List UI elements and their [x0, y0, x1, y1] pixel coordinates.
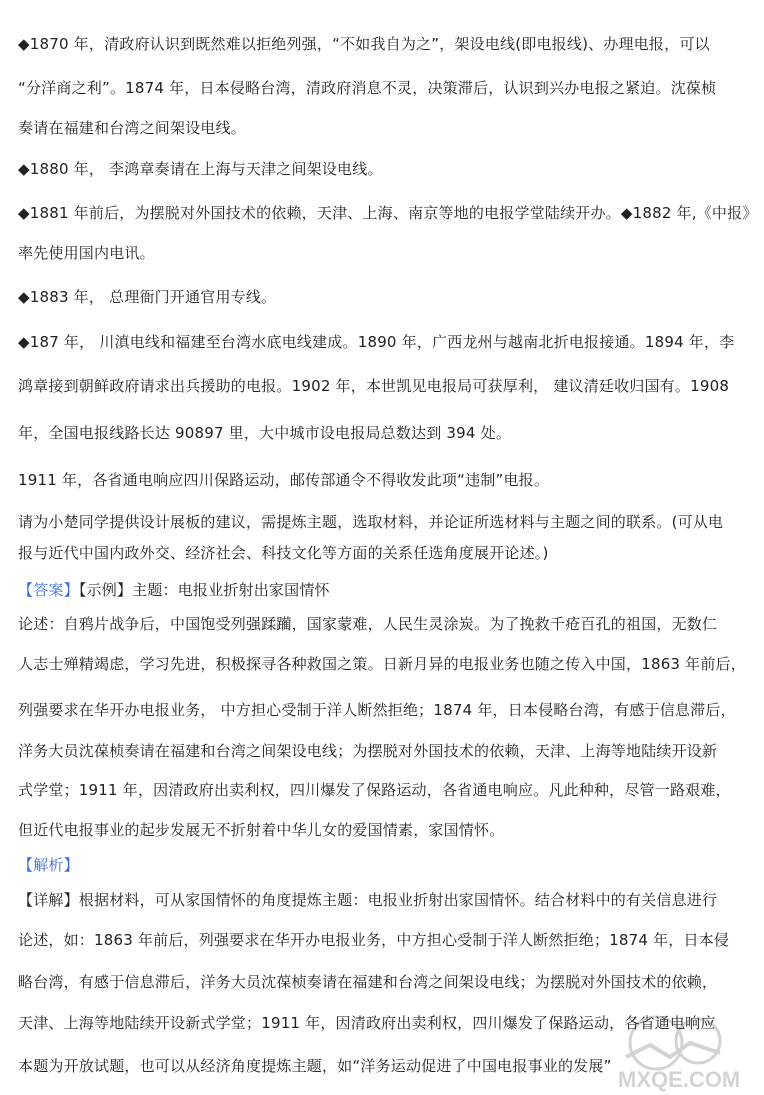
text-line-8: ◆187 年， 川滇电线和福建至台湾水底电线建成。1890 年，广西龙州与越南北折电报接通。1894 年，李: [18, 333, 735, 351]
text-line-4: ◆1880 年， 李鸿章奏请在上海与天津之间架设电线。: [18, 160, 383, 178]
text-line-10: 年，全国电报线路长达 90897 里，大中城市设电报局总数达到 394 处。: [18, 424, 512, 442]
text-line-12: 请为小楚同学提供设计展板的建议，需提炼主题，选取材料，并论证所选材料与主题之间的联系。(可从电: [18, 513, 724, 531]
text-line-16: 人志士殚精竭虑，学习先进，积极探寻各种救国之策。日新月异的电报业务也随之传入中国，1863 年前后，: [18, 655, 746, 673]
text-line-20: 但近代电报事业的起步发展无不折射着中华儿女的爱国情素，家国情怀。: [18, 821, 505, 839]
text-line-7: ◆1883 年， 总理衙门开通官用专线。: [18, 288, 277, 306]
watermark-text: MXQE.COM: [618, 1067, 741, 1092]
text-line-6: 率先使用国内电讯。: [18, 244, 155, 262]
text-line-17: 列强要求在华开办电报业务， 中方担心受制于洋人断然拒绝；1874 年，日本侵略台湾，有感于信息滞后，: [18, 701, 736, 719]
answer-rest: 【示例】主题：电报业折射出家国情怀: [78, 581, 330, 599]
text-line-13: 报与近代中国内政外交、经济社会、科技文化等方面的关系任选角度展开论述。): [18, 544, 549, 562]
watermark-logo-icon: [608, 1005, 758, 1093]
text-line-5: ◆1881 年前后，为摆脱对外国技术的依赖，天津、上海、南京等地的电报学堂陆续开办。◆1882 年,《中报》: [18, 204, 758, 222]
text-line-19: 式学堂；1911 年，因清政府出卖利权，四川爆发了保路运动，各省通电响应。凡此种种，尽管一路艰难，: [18, 781, 731, 799]
analysis-line: [18, 855, 750, 875]
text-line-25: 天津、上海等地陆续开设新式学堂；1911 年，因清政府出卖利权，四川爆发了保路运动，各省通电响应: [18, 1014, 716, 1032]
text-line-2: “分洋商之利”。1874 年，日本侵略台湾，清政府消息不灵，决策滞后，认识到兴办电报之紧迫。沈葆桢: [18, 79, 717, 97]
analysis-tag: 【解析】: [18, 856, 79, 874]
text-line-18: 洋务大员沈葆桢奏请在福建和台湾之间架设电线；为摆脱对外国技术的依赖，天津、上海等地陆续开设新: [18, 742, 718, 760]
text-line-23: 论述，如：1863 年前后，列强要求在华开办电报业务，中方担心受制于洋人断然拒绝；1874 年，日本侵: [18, 931, 730, 949]
text-line-15: 论述：自鸦片战争后，中国饱受列强蹂躏，国家蒙难，人民生灵涂炭。为了挽救千疮百孔的祖国，无数仁: [18, 615, 718, 633]
answer-line: [18, 580, 750, 600]
text-line-24: 略台湾，有感于信息滞后，洋务大员沈葆桢奏请在福建和台湾之间架设电线；为摆脱对外国技术的依赖，: [18, 973, 718, 991]
answer-tag: 【答案】: [18, 581, 79, 599]
text-line-22: 【详解】根据材料，可从家国情怀的角度提炼主题：电报业折射出家国情怀。结合材料中的有关信息进行: [18, 891, 718, 909]
text-line-1: ◆1870 年，清政府认识到既然难以拒绝列强，“不如我自为之”，架设电线(即电报线)、办理电报，可以: [18, 35, 710, 53]
text-line-11: 1911 年，各省通电响应四川保路运动，邮传部通令不得收发此项“违制”电报。: [18, 471, 550, 489]
text-line-3: 奏请在福建和台湾之间架设电线。: [18, 119, 247, 137]
text-line-26: 本题为开放试题，也可以从经济角度提炼主题，如“洋务运动促进了中国电报事业的发展”: [18, 1057, 612, 1075]
text-line-9: 鸿章接到朝鲜政府请求出兵援助的电报。1902 年，本世凯见电报局可获厚利， 建议清廷收归国有。1908: [18, 377, 730, 395]
